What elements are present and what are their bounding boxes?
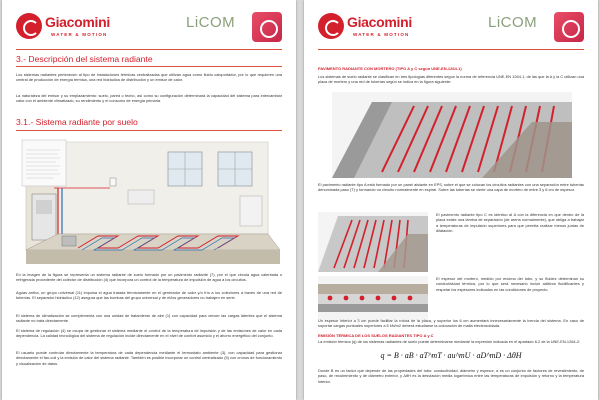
subsection-heading: 3.1.- Sistema radiante por suelo (16, 117, 138, 127)
page-header (16, 10, 282, 46)
logo-name: Giacomini (347, 14, 412, 30)
document-page-left (2, 0, 296, 400)
thermal-emission-paragraph: La emisión térmica (q) de los sistemas radiantes de suelo puede determinarse mediante la expresión indicada en el apartado 6.2 de la UNE-EN-1264-2: (318, 339, 581, 344)
giacomini-logo (318, 13, 428, 43)
type-a-floor-photo (332, 92, 572, 178)
body-paragraph-3: El sistema de climatización se complementa con una unidad de tratamiento de aire (1) con capacidad para vencer las cargas latentes que el sistema radiante no trata directamente. (16, 313, 282, 324)
badge-icon (252, 12, 282, 42)
body-paragraph-5: El usuario puede controlar directamente la temperatura de cada dependencia mediante el termostato ambiente (3), con capacidad para gestionar directamente el fan-coil y la emisión de calor del sistema radiante. También es posible incorporar un control centralizado (5) con cronos de funcionamiento y visualización de datos. (16, 350, 282, 366)
heading-divider (16, 66, 282, 67)
document-page-right (304, 0, 598, 400)
caption-mortar-radiant-floor: PAVIMENTO RADIANTE CON MORTERO (TIPO A y C según UNE-EN-1264-1) (318, 66, 462, 71)
giacomini-logo-icon (16, 13, 42, 39)
logo-name: Giacomini (45, 14, 110, 30)
page-header (318, 10, 584, 46)
thermal-emission-formula: q = B · aB · aT^mT · au^mU · aD^mD · ΔθH (380, 351, 522, 360)
radiant-floor-house-illustration (18, 138, 280, 268)
body-paragraph-4: El sistema de regulación (4) se ocupa de gestionar el sistema mediante el control de la temperatura de impulsión y de las emisiones de calor en cada dependencia. La calidad tecnológica del sistema de regulación incide directamente en el nivel de confort asumido y el ahorro energético del conjunto. (16, 328, 282, 339)
thickness-paragraph: El espesor del mortero, medido por encima del tubo, y su fluidez determinan su conductividad térmica, por lo que será necesario incluir aditivos fluidificantes y respetar los espesores indicados en las condiciones de proyecto. (436, 276, 584, 292)
logo-tagline: WATER & MOTION (51, 32, 108, 37)
formula-explanation-paragraph: Donde B es un factor que depende de las propiedades del tubo: conductividad, diámetro y espesor, a es un conjunto de factores de revestimiento, de paso, de recubrimiento y de diámetro exterior, y ΔθH es la desviación media logarítmica entre las temperaturas de impulsión y retorno y la temperatura interior. (318, 368, 584, 384)
licom-logo: LiCOM (186, 14, 236, 31)
type-c-floor-photo (318, 212, 428, 272)
header-divider (318, 49, 584, 50)
caption-thermal-emission: EMISIÓN TÉRMICA DE LOS SUELOS RADIANTES TIPO A y C (318, 333, 434, 338)
classification-paragraph: Los sistemas de suelo radiante se clasifican en tres tipologías diferentes según la norma de referencia UNE-EN 1264-1, de las que la A y la C utilizan una placa de mortero y una red de tuberías según se indica en la figura siguiente: (318, 74, 584, 85)
logo-tagline: WATER & MOTION (353, 32, 410, 37)
intro-paragraph-2: La naturaleza del emisor y su emplazamiento: suelo, pared o techo, así como su configuración determinará la capacidad del sistema para intercambiar calor con el ambiente climatizado, su rendimiento y el consumo de energía primaria. (16, 93, 282, 104)
giacomini-logo-icon (318, 13, 344, 39)
type-c-paragraph: El pavimento radiante tipo C es idéntico al A con la diferencia en que dentro de la placa existe una lámina de separación (de arena normalmente), que obliga a trabajar a temperaturas de impulsión superiores para que permita realizar menos juntas de dilatación. (436, 212, 584, 233)
thickness-limits-paragraph: Un espesor inferior a 3 cm puede facilitar la rotura de la placa, y superior los 6 cm aumentará innecesariamente la inercia del sistema. En caso de soportar cargas puntuales superiores a 5 kN/m2 deberá estudiarse la colocación de malla electrosoldada. (318, 318, 584, 329)
mortar-thickness-photo (318, 276, 428, 320)
section-heading: 3.- Descripción del sistema radiante (16, 54, 153, 64)
badge-icon (554, 12, 584, 42)
body-paragraph-1: En la imagen de la figura se representa un sistema radiante de suelo formado por un pavimento radiante (7), por el que circula agua calentada o refrigerada procedente del colector de distribución (4) que incorpora un control de la temperatura de impulsión de agua a los circuitos. (16, 272, 282, 283)
body-paragraph-2: Aguas arriba, un grupo universal (11) impulsa el agua tratada térmicamente en el generador de calor y/o frío a los colectores a través de una red de tuberías. El separador hidráulico (12) asegura que las bombas del grupo universal y de el/los generadores no trabajen en serie. (16, 290, 282, 301)
licom-logo: LiCOM (488, 14, 538, 31)
subheading-divider (16, 130, 282, 131)
type-a-paragraph: El pavimento radiante tipo A está formado por un panel aislante en EPS, sobre el que se colocan los circuitos radiantes con una separación entre tuberías denominada paso (T) y formando un circuito normalmente en espiral. Sobre las tuberías se vierte una capa de mortero de entre 3 y 6 cm de espesor. (318, 182, 584, 193)
giacomini-logo (16, 13, 126, 43)
header-divider (16, 49, 282, 50)
intro-paragraph-1: Los sistemas radiantes pertenecen al tipo de instalaciones térmicas centralizadas que utilizan agua como fluido caloportador, por lo que requieren una central de producción de energía térmica, una red hidráulica de distribución y un emisor de calor. (16, 72, 282, 83)
